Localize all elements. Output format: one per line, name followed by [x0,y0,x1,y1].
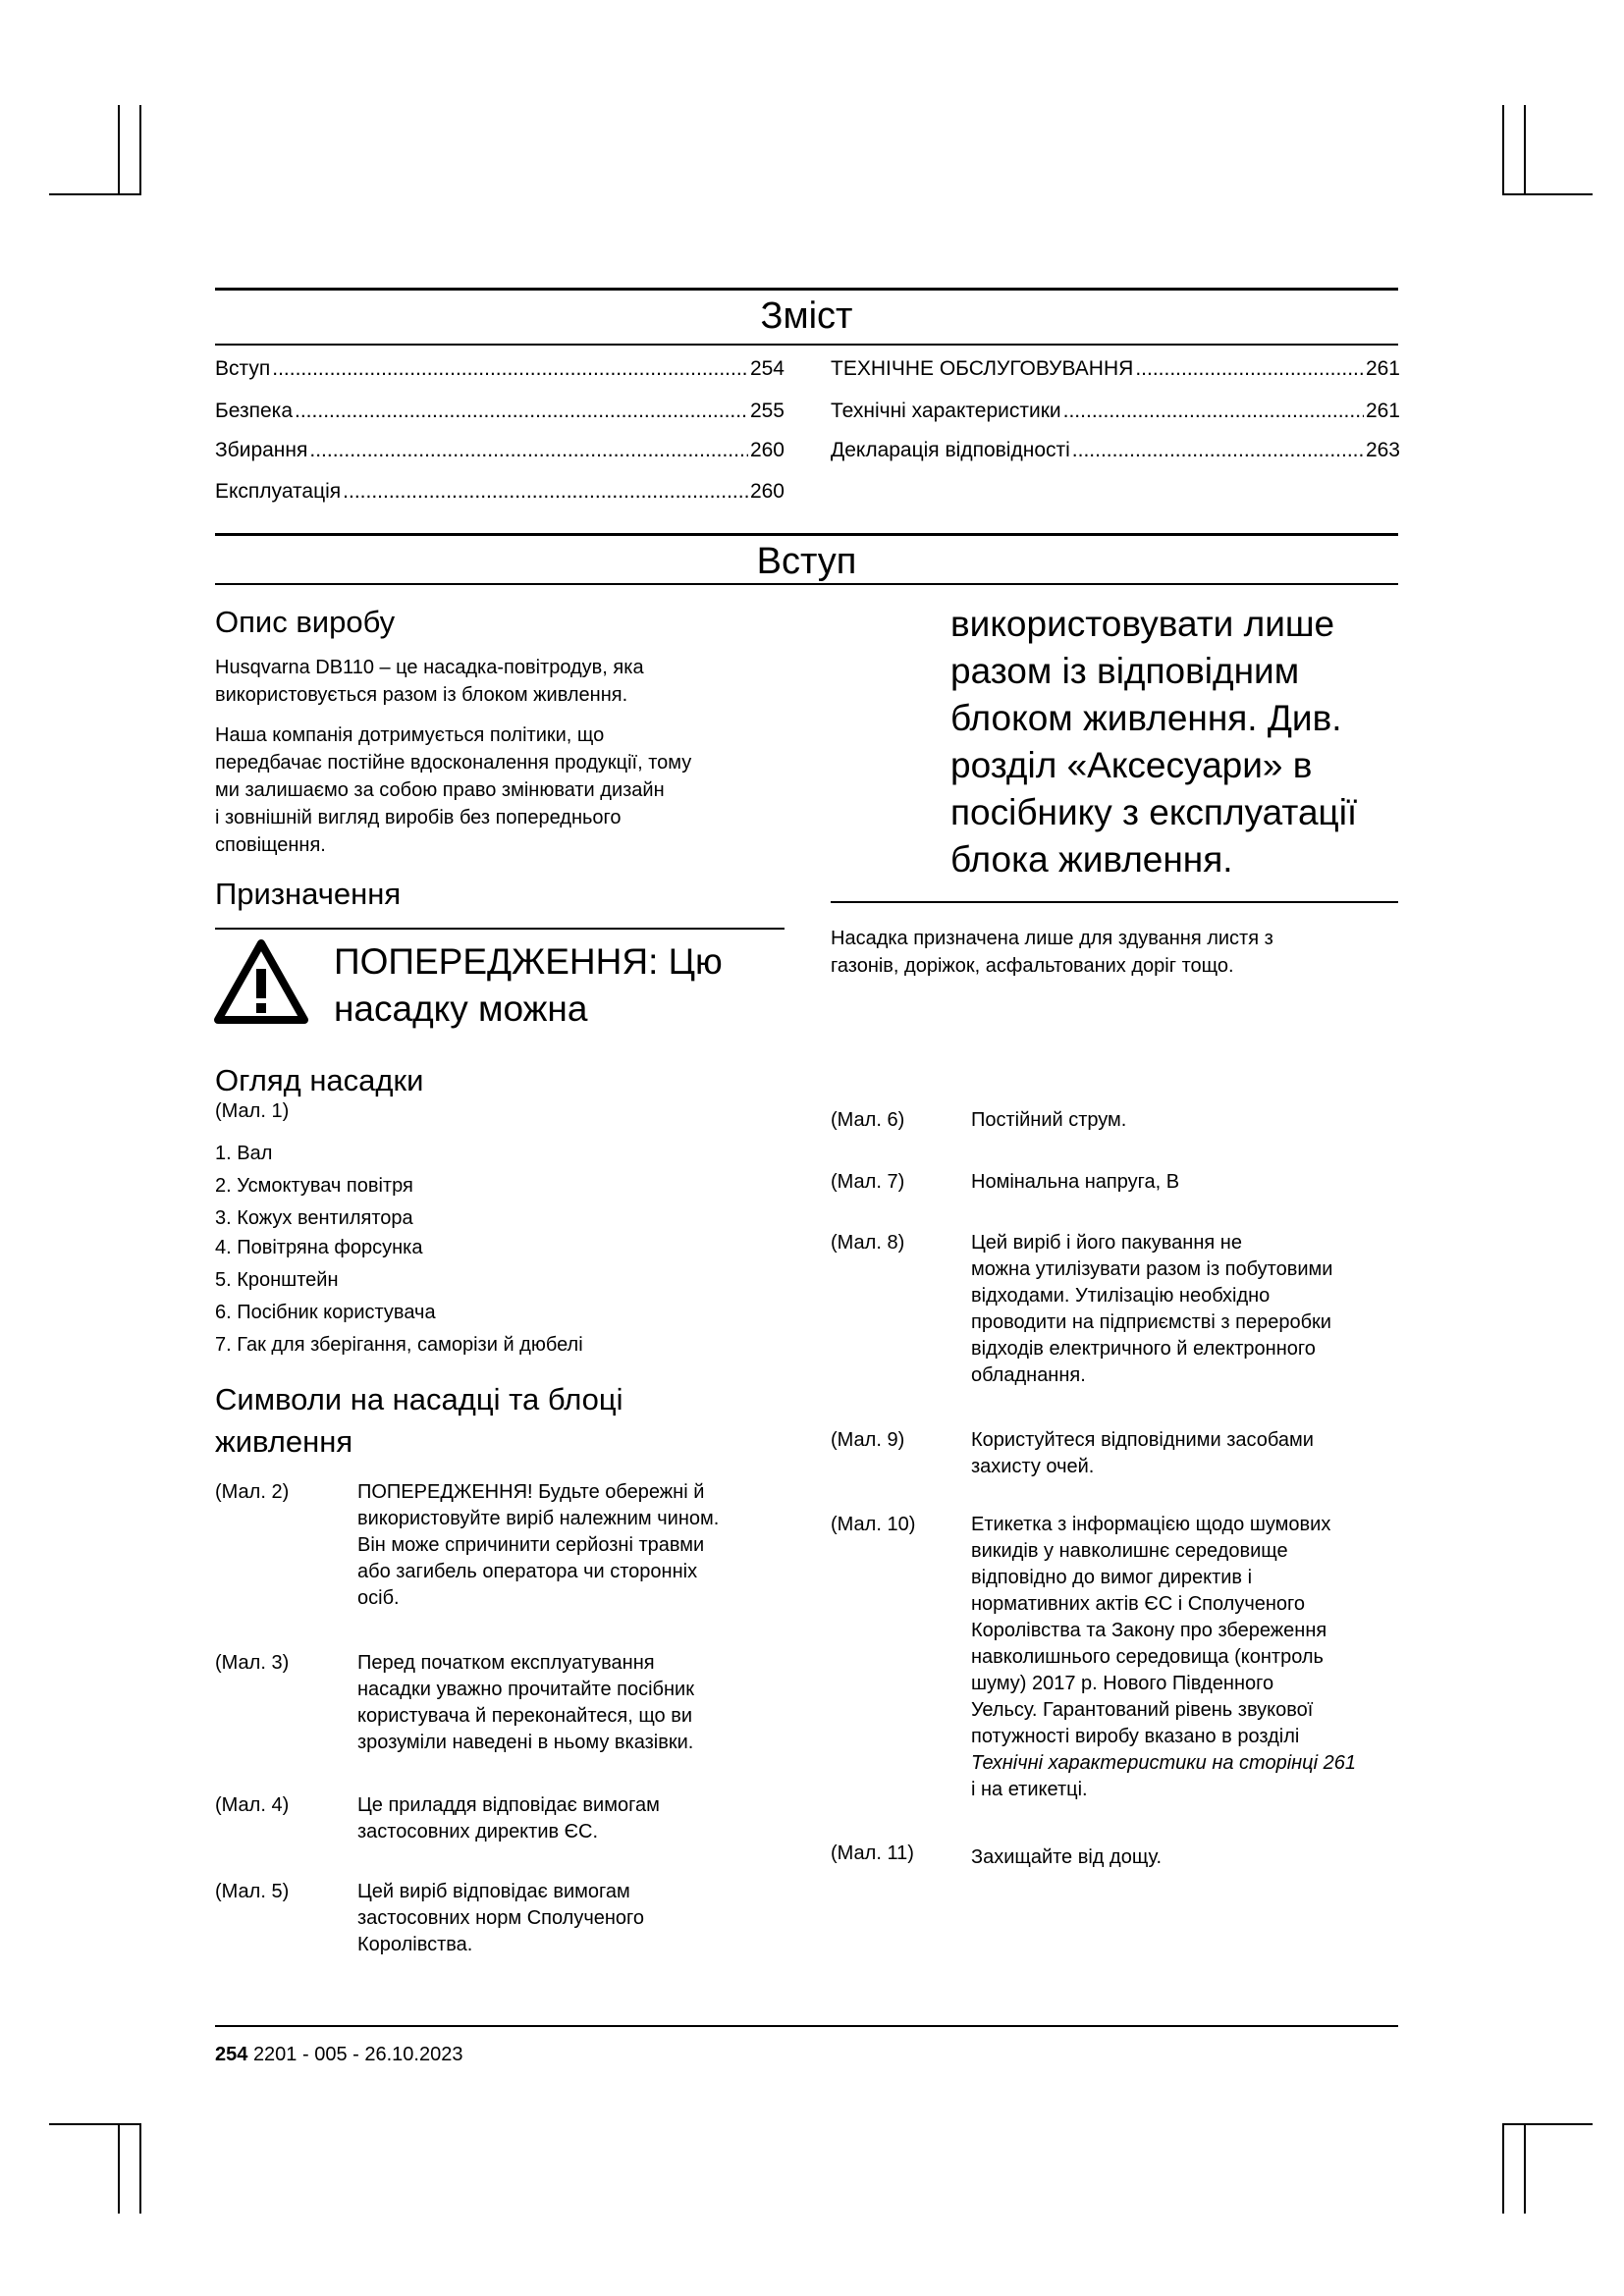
crop-mark [1524,105,1526,195]
crop-mark [1524,2123,1526,2214]
intended-use-note: Насадка призначена лише для здування листя з газонів, доріжок, асфальтованих доріг тощо. [831,928,1273,977]
document-code: 2201 - 005 - 26.10.2023 [252,2044,463,2065]
toc-entry[interactable]: Технічні характеристики ..... 261 [831,400,1400,423]
toc-entry[interactable]: Безпека ..... 255 [215,400,785,423]
toc-title: Зміст [760,295,853,337]
overview-list-item: 3. Кожух вентилятора [215,1207,413,1229]
cross-reference-link[interactable]: Технічні характеристики на сторінці 261 [971,1752,1356,1774]
crop-mark [139,2123,141,2214]
footer-rule [215,2025,1398,2027]
section-top-rule [215,533,1398,536]
product-description-p2: Наша компанія дотримується політики, що передбачає постійне вдосконалення продукції, тому ми залишаємо за собою право змінювати дизайн і зовнішній вигляд виробів без попереднього сповіщення. [215,724,692,856]
page-number: 254 [215,2044,248,2065]
warning-triangle-icon [212,937,310,1026]
crop-mark [118,2123,120,2214]
toc-entry[interactable]: Збирання ..... 260 [215,439,785,462]
product-description-heading: Опис виробу [215,605,396,639]
overview-figure-ref: (Мал. 1) [215,1100,290,1122]
overview-list-item: 4. Повітряна форсунка [215,1237,423,1258]
warning-text-continued: використовувати лише разом із відповідним блоком живлення. Див. розділ «Аксесуари» в посібнику з експлуатації блока живлення. [950,604,1358,880]
overview-list-item: 5. Кронштейн [215,1269,339,1291]
crop-mark [1502,2123,1593,2125]
overview-list-item: 7. Гак для зберігання, саморізи й дюбелі [215,1334,583,1356]
crop-mark [49,193,141,195]
symbols-heading: Символи на насадці та блоці живлення [215,1382,623,1459]
crop-mark [1502,105,1504,195]
crop-mark [1502,193,1593,195]
overview-list-item: 6. Посібник користувача [215,1302,436,1323]
toc-top-rule [215,288,1398,291]
crop-mark [118,105,120,195]
crop-mark [1502,2123,1504,2214]
section-title-rule [215,583,1398,585]
toc-entry[interactable]: Вступ ..... 254 [215,357,785,381]
crop-mark [139,105,141,195]
crop-mark [49,2123,141,2125]
page-footer [215,2044,462,2066]
intended-use-heading: Призначення [215,877,402,911]
warning-top-rule [215,928,785,930]
overview-heading: Огляд насадки [215,1063,424,1097]
overview-list-item: 1. Вал [215,1143,273,1164]
warning-text: ПОПЕРЕДЖЕННЯ: Цю насадку можна [334,941,723,1029]
product-description-p1: Husqvarna DB110 – це насадка-повітродув, яка використовується разом із блоком живлення. [215,657,644,706]
warning-bottom-rule [831,901,1398,903]
toc-entry[interactable]: Експлуатація ..... 260 [215,480,785,504]
overview-list-item: 2. Усмоктувач повітря [215,1175,413,1197]
toc-title-rule [215,344,1398,346]
section-title: Вступ [756,541,857,582]
toc-entry[interactable]: ТЕХНІЧНЕ ОБСЛУГОВУВАННЯ ..... 261 [831,357,1400,381]
toc-entry[interactable]: Декларація відповідності ..... 263 [831,439,1400,462]
